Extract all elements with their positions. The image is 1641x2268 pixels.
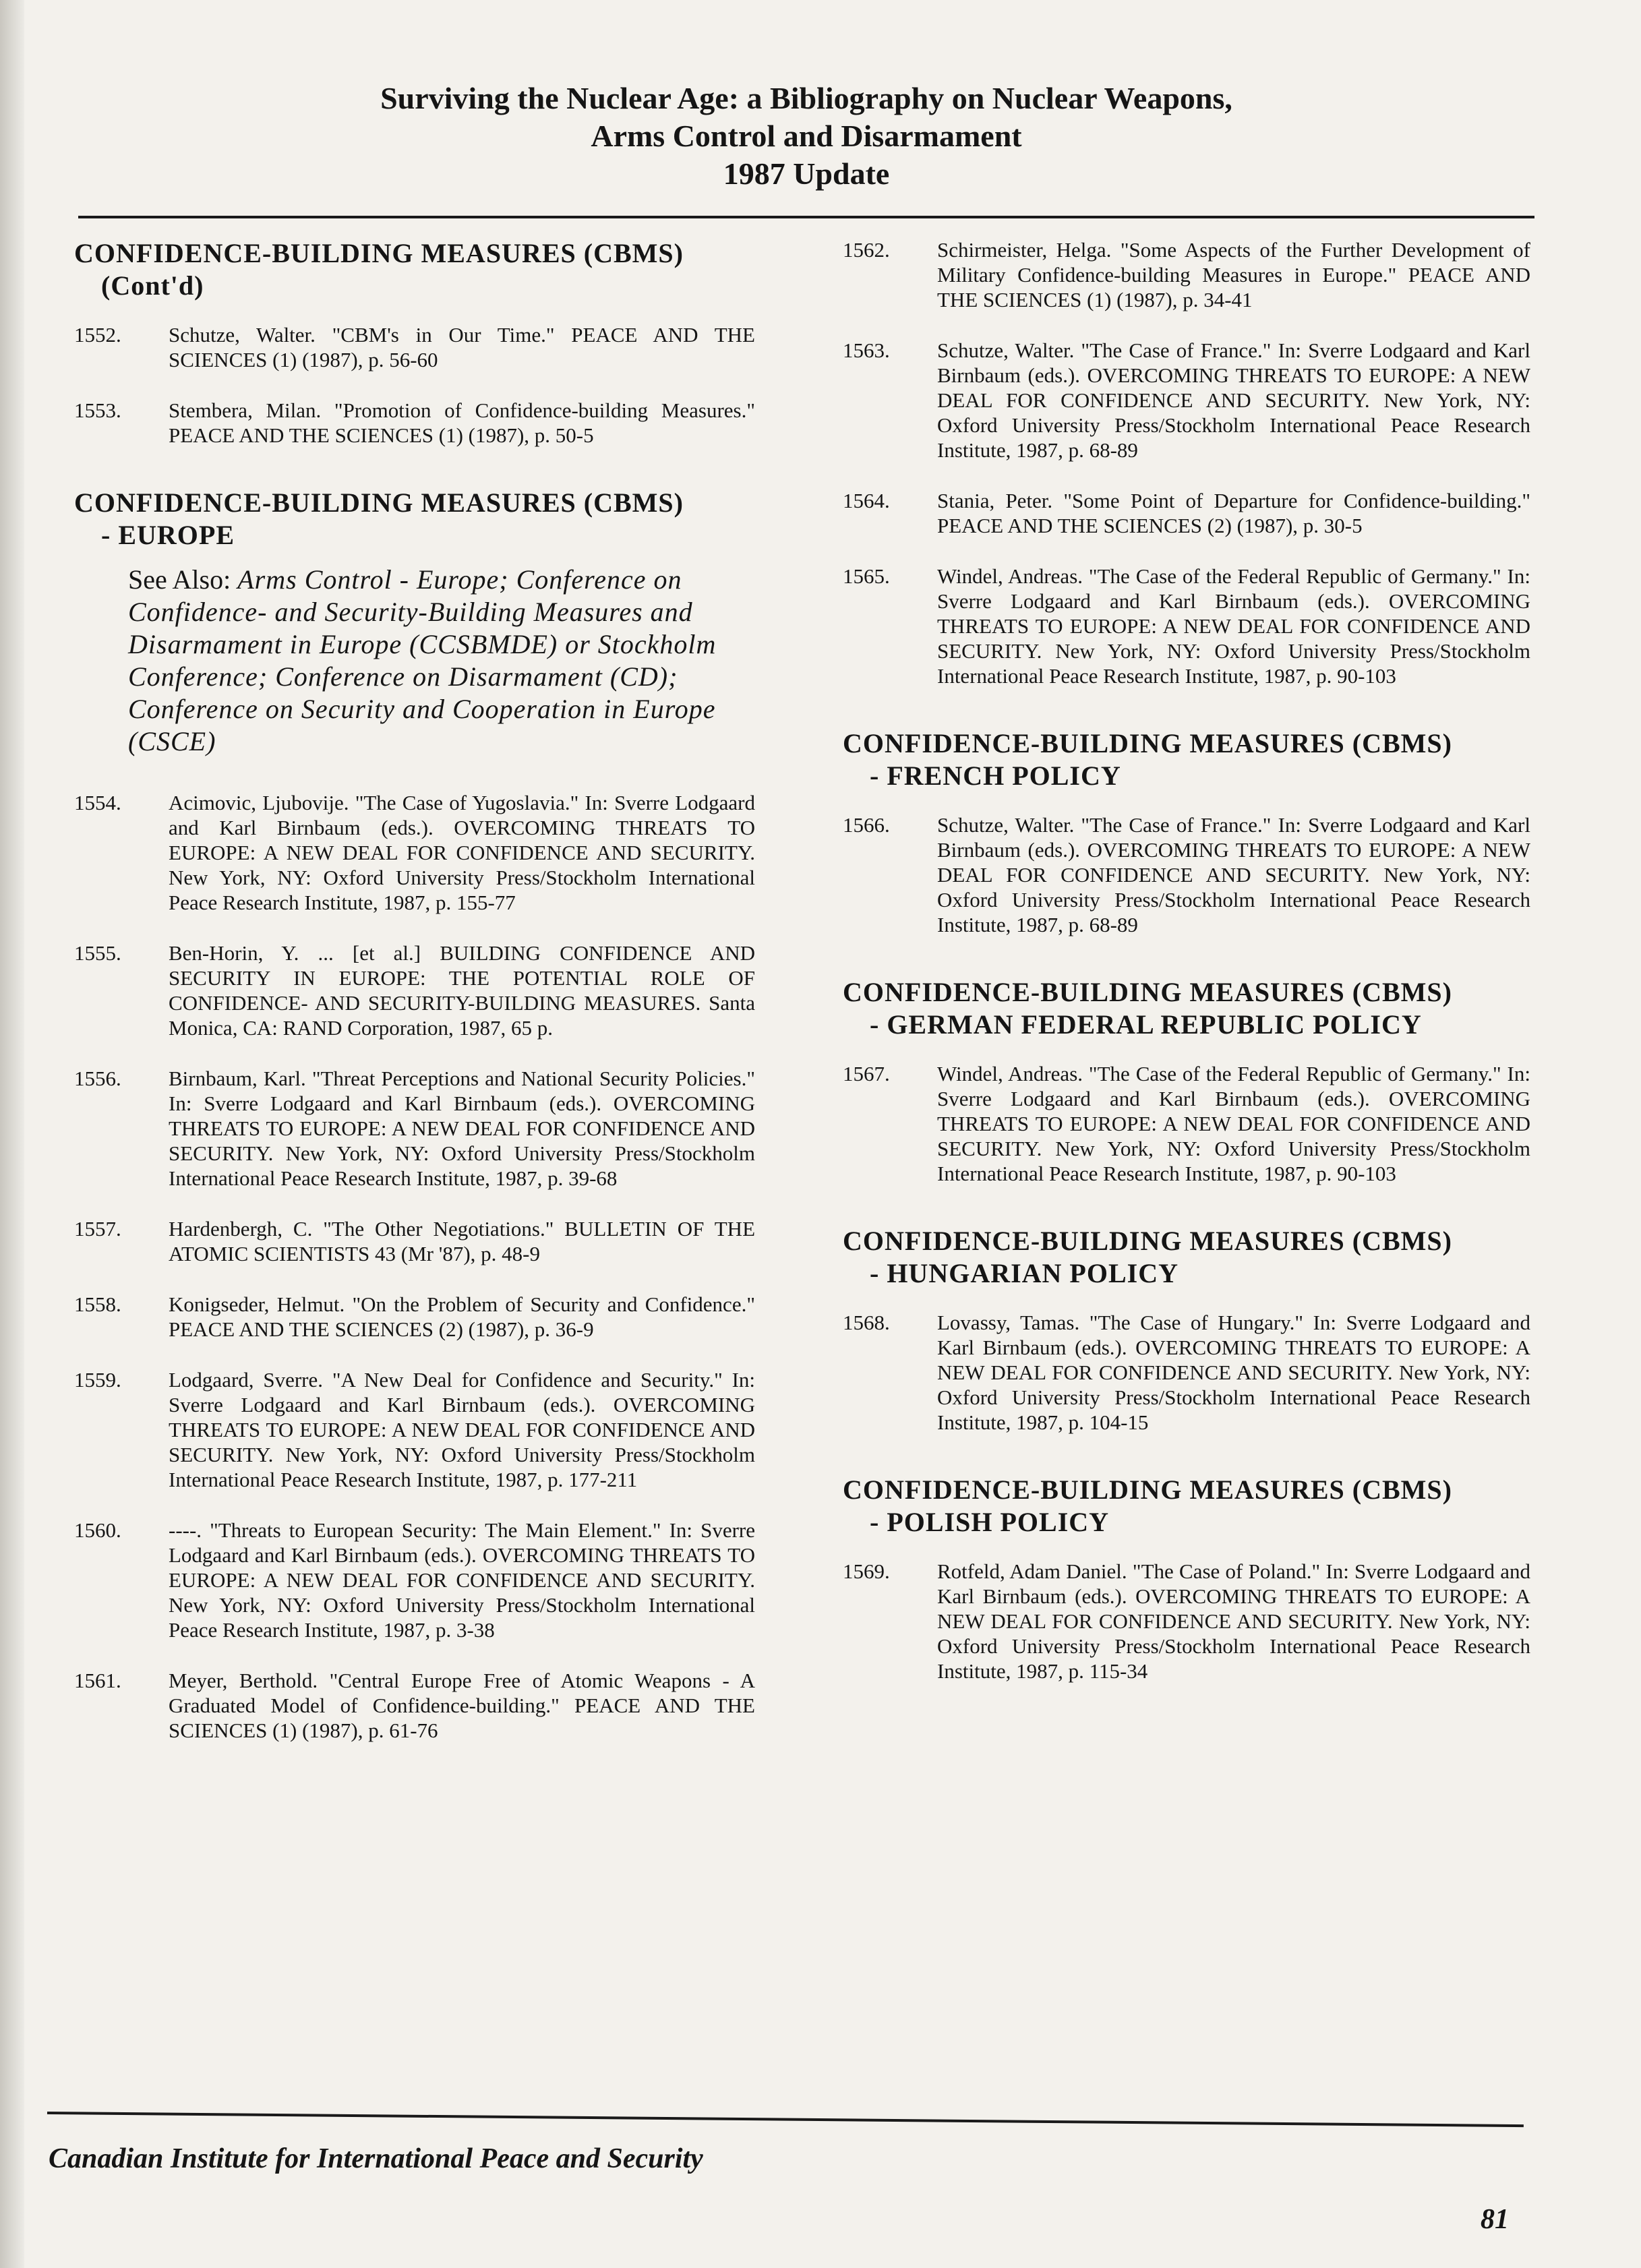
entry-text: Windel, Andreas. "The Case of the Federal Republic of Germany." In: Sverre Lodgaard and Karl Birnbaum (eds.). OVERCOMING THREATS TO EUROPE: A NEW DEAL FOR CONFIDENCE AND SECURITY. New York, NY: Oxford University Press/Stockholm International Peace Research Institute, 1987, p. 90-103: [937, 564, 1530, 688]
bibliography-entry-1569: [843, 1559, 1530, 1683]
entry-text: Windel, Andreas. "The Case of the Federal Republic of Germany." In: Sverre Lodgaard and Karl Birnbaum (eds.). OVERCOMING THREATS TO EUROPE: A NEW DEAL FOR CONFIDENCE AND SECURITY. New York, NY: Oxford University Press/Stockholm International Peace Research Institute, 1987, p. 90-103: [937, 1062, 1530, 1185]
entry-text: Schutze, Walter. "The Case of France." In: Sverre Lodgaard and Karl Birnbaum (eds.). OVERCOMING THREATS TO EUROPE: A NEW DEAL FOR CONFIDENCE AND SECURITY. New York, NY: Oxford University Press/Stockholm International Peace Research Institute, 1987, p. 68-89: [937, 813, 1530, 936]
bibliography-entry-1557: [74, 1216, 755, 1266]
section-heading-title: CONFIDENCE-BUILDING MEASURES (CBMS): [843, 977, 1452, 1007]
entry-number: 1562.: [843, 238, 890, 262]
entry-text: Stania, Peter. "Some Point of Departure for Confidence-building." PEACE AND THE SCIENCES (2) (1987), p. 30-5: [937, 489, 1530, 537]
section-heading-subtitle: - GERMAN FEDERAL REPUBLIC POLICY: [870, 1009, 1422, 1040]
section-heading-subtitle: - HUNGARIAN POLICY: [870, 1258, 1178, 1288]
entry-number: 1552.: [74, 323, 121, 347]
header-title-line-1: Surviving the Nuclear Age: a Bibliography on Nuclear Weapons,: [380, 81, 1232, 115]
bibliography-entry-1554: [74, 790, 755, 915]
bibliography-entry-1564: [843, 488, 1530, 538]
entry-text: Lovassy, Tamas. "The Case of Hungary." In: Sverre Lodgaard and Karl Birnbaum (eds.). OVERCOMING THREATS TO EUROPE: A NEW DEAL FOR CONFIDENCE AND SECURITY. New York, NY: Oxford University Press/Stockholm International Peace Research Institute, 1987, p. 104-15: [937, 1311, 1530, 1434]
entry-number: 1558.: [74, 1292, 121, 1316]
page-number: 81: [1481, 2204, 1509, 2235]
header-title-line-2: Arms Control and Disarmament: [591, 119, 1022, 153]
entry-number: 1557.: [74, 1217, 121, 1241]
entry-number: 1553.: [74, 398, 121, 422]
entry-text: Schutze, Walter. "CBM's in Our Time." PEACE AND THE SCIENCES (1) (1987), p. 56-60: [169, 323, 755, 371]
entry-number: 1567.: [843, 1062, 890, 1085]
section-heading-title: CONFIDENCE-BUILDING MEASURES (CBMS): [843, 1474, 1452, 1505]
bibliography-entry-1556: [74, 1066, 755, 1191]
entry-text: Meyer, Berthold. "Central Europe Free of Atomic Weapons - A Graduated Model of Confidence-building." PEACE AND THE SCIENCES (1) (1987), p. 61-76: [169, 1669, 755, 1742]
binding-shadow: [0, 0, 24, 2268]
entry-text: Ben-Horin, Y. ... [et al.] BUILDING CONFIDENCE AND SECURITY IN EUROPE: THE POTENTIAL ROLE OF CONFIDENCE- AND SECURITY-BUILDING MEASURES. Santa Monica, CA: RAND Corporation, 1987, 65 p.: [169, 941, 755, 1040]
header-title-line-3: 1987 Update: [723, 156, 890, 191]
bibliography-entry-1561: [74, 1668, 755, 1743]
bibliography-entry-1560: [74, 1518, 755, 1642]
entry-text: Rotfeld, Adam Daniel. "The Case of Poland." In: Sverre Lodgaard and Karl Birnbaum (eds.). OVERCOMING THREATS TO EUROPE: A NEW DEAL FOR CONFIDENCE AND SECURITY. New York, NY: Oxford University Press/Stockholm International Peace Research Institute, 1987, p. 115-34: [937, 1559, 1530, 1683]
entry-number: 1555.: [74, 941, 121, 965]
see-also-block: [128, 564, 755, 758]
section-heading-subtitle: (Cont'd): [101, 270, 204, 301]
entry-text: Schutze, Walter. "The Case of France." In: Sverre Lodgaard and Karl Birnbaum (eds.). OVERCOMING THREATS TO EUROPE: A NEW DEAL FOR CONFIDENCE AND SECURITY. New York, NY: Oxford University Press/Stockholm International Peace Research Institute, 1987, p. 68-89: [937, 338, 1530, 462]
section-heading-cbms-german-policy: [843, 976, 1530, 1041]
entry-text: Hardenbergh, C. "The Other Negotiations." BULLETIN OF THE ATOMIC SCIENTISTS 43 (Mr '87), p. 48-9: [169, 1217, 755, 1265]
entry-text: Stembera, Milan. "Promotion of Confidence-building Measures." PEACE AND THE SCIENCES (1) (1987), p. 50-5: [169, 398, 755, 447]
section-heading-subtitle: - FRENCH POLICY: [870, 760, 1121, 791]
section-heading-title: CONFIDENCE-BUILDING MEASURES (CBMS): [74, 238, 684, 268]
bibliography-entry-1562: [843, 237, 1530, 312]
section-heading-cbms-contd: [74, 237, 755, 302]
entry-number: 1565.: [843, 564, 890, 588]
section-heading-cbms-hungarian-policy: [843, 1225, 1530, 1290]
bibliography-entry-1566: [843, 812, 1530, 937]
section-heading-cbms-europe: [74, 487, 755, 551]
right-column: [843, 237, 1530, 1709]
entry-text: Konigseder, Helmut. "On the Problem of Security and Confidence." PEACE AND THE SCIENCES (2) (1987), p. 36-9: [169, 1292, 755, 1341]
bibliography-entry-1559: [74, 1367, 755, 1492]
entry-text: Lodgaard, Sverre. "A New Deal for Confidence and Security." In: Sverre Lodgaard and Karl Birnbaum (eds.). OVERCOMING THREATS TO EUROPE: A NEW DEAL FOR CONFIDENCE AND SECURITY. New York, NY: Oxford University Press/Stockholm International Peace Research Institute, 1987, p. 177-211: [169, 1368, 755, 1491]
see-also-label: See Also:: [128, 564, 231, 595]
bibliography-entry-1567: [843, 1061, 1530, 1186]
bibliography-entry-1568: [843, 1310, 1530, 1435]
entry-number: 1556.: [74, 1067, 121, 1090]
footer-institute-name: Canadian Institute for International Peace and Security: [49, 2143, 703, 2174]
section-heading-title: CONFIDENCE-BUILDING MEASURES (CBMS): [843, 728, 1452, 758]
entry-text: Acimovic, Ljubovije. "The Case of Yugoslavia." In: Sverre Lodgaard and Karl Birnbaum (eds.). OVERCOMING THREATS TO EUROPE: A NEW DEAL FOR CONFIDENCE AND SECURITY. New York, NY: Oxford University Press/Stockholm International Peace Research Institute, 1987, p. 155-77: [169, 791, 755, 914]
entry-number: 1568.: [843, 1311, 890, 1334]
header-rule: [78, 216, 1534, 218]
section-heading-cbms-french-policy: [843, 727, 1530, 792]
entry-number: 1563.: [843, 338, 890, 362]
bibliography-entry-1563: [843, 338, 1530, 462]
entry-text: Schirmeister, Helga. "Some Aspects of the Further Development of Military Confidence-building Measures in Europe." PEACE AND THE SCIENCES (1) (1987), p. 34-41: [937, 238, 1530, 311]
footer-rule: [47, 2112, 1524, 2127]
entry-number: 1569.: [843, 1559, 890, 1583]
page-header: [78, 80, 1534, 193]
section-heading-title: CONFIDENCE-BUILDING MEASURES (CBMS): [74, 487, 684, 518]
entry-number: 1559.: [74, 1368, 121, 1392]
entry-number: 1561.: [74, 1669, 121, 1692]
see-also-terms: Arms Control - Europe; Conference on Confidence- and Security-Building Measures and Disarmament in Europe (CCSBMDE) or Stockholm Conference; Conference on Disarmament (CD); Conference on Security and Cooperation in Europe (CSCE): [128, 564, 717, 756]
section-heading-subtitle: - EUROPE: [101, 520, 235, 550]
bibliography-entry-1553: [74, 398, 755, 448]
section-heading-cbms-polish-policy: [843, 1474, 1530, 1539]
left-column: [74, 237, 755, 1768]
entry-text: Birnbaum, Karl. "Threat Perceptions and National Security Policies." In: Sverre Lodgaard and Karl Birnbaum (eds.). OVERCOMING THREATS TO EUROPE: A NEW DEAL FOR CONFIDENCE AND SECURITY. New York, NY: Oxford University Press/Stockholm International Peace Research Institute, 1987, p. 39-68: [169, 1067, 755, 1190]
bibliography-entry-1555: [74, 941, 755, 1040]
bibliography-entry-1552: [74, 322, 755, 372]
entry-number: 1560.: [74, 1518, 121, 1542]
bibliography-entry-1558: [74, 1292, 755, 1342]
section-heading-subtitle: - POLISH POLICY: [870, 1507, 1110, 1537]
bibliography-entry-1565: [843, 564, 1530, 688]
section-heading-title: CONFIDENCE-BUILDING MEASURES (CBMS): [843, 1226, 1452, 1256]
entry-number: 1554.: [74, 791, 121, 814]
entry-number: 1564.: [843, 489, 890, 512]
entry-number: 1566.: [843, 813, 890, 837]
entry-text: ----. "Threats to European Security: The Main Element." In: Sverre Lodgaard and Karl Birnbaum (eds.). OVERCOMING THREATS TO EUROPE: A NEW DEAL FOR CONFIDENCE AND SECURITY. New York, NY: Oxford University Press/Stockholm International Peace Research Institute, 1987, p. 3-38: [169, 1518, 755, 1642]
